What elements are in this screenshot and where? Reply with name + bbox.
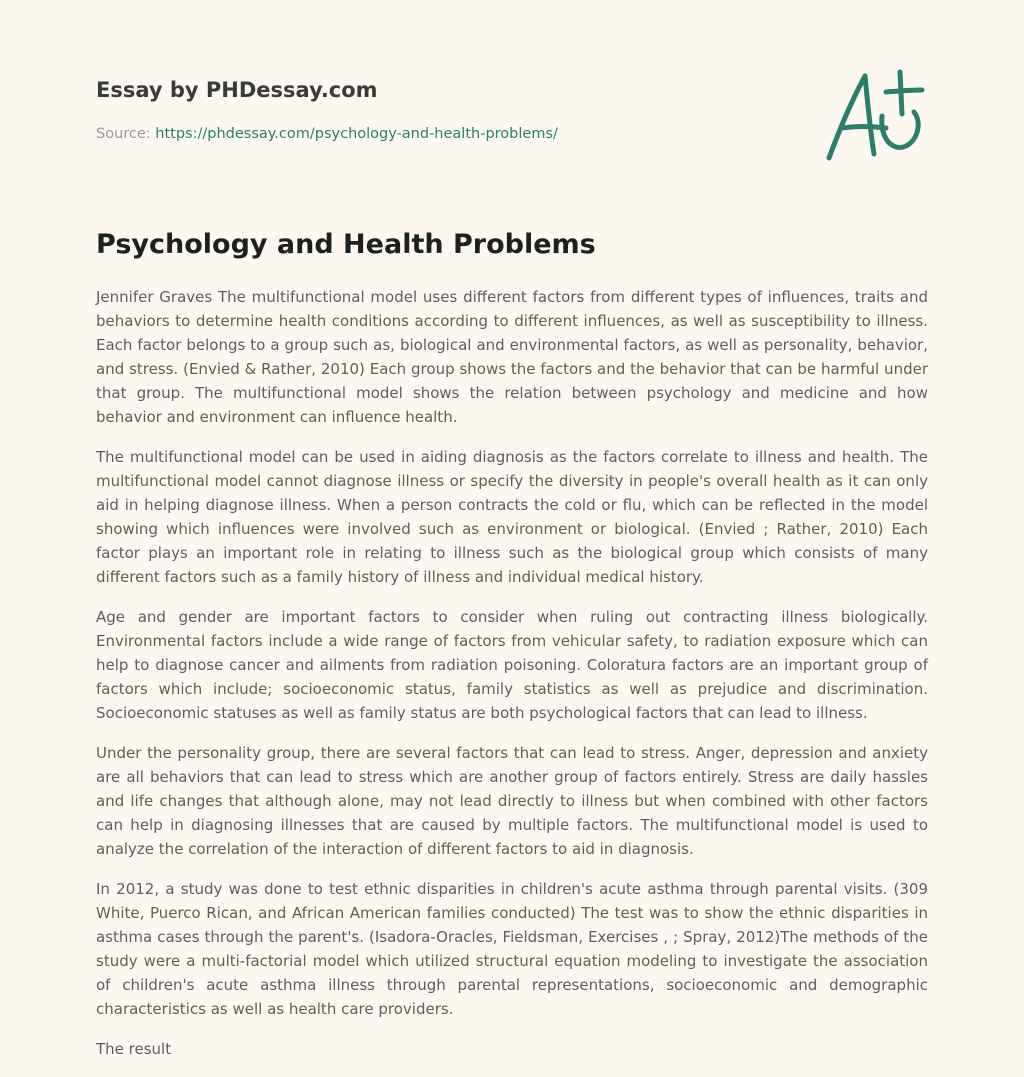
- brand-title: Essay by PHDessay.com: [96, 78, 378, 102]
- a-plus-logo-icon: [822, 66, 930, 166]
- site-header: [96, 76, 796, 144]
- source-line: [96, 124, 796, 144]
- essay-paragraph: Age and gender are important factors to consider when ruling out contracting illness biologically. Environmental factors include a wide range of factors from vehicular safety, to radiation exposure which can help to diagnose cancer and ailments from radiation poisoning. Coloratura factors are an important group of factors which include; socioeconomic status, family statistics as well as prejudice and discrimination. Socioeconomic statuses as well as family status are both psychological factors that can lead to illness.: [96, 608, 928, 722]
- source-link[interactable]: https://phdessay.com/psychology-and-health-problems/: [155, 126, 558, 142]
- essay-title: Psychology and Health Problems: [96, 229, 596, 260]
- essay-paragraph: In 2012, a study was done to test ethnic disparities in children's acute asthma through parental visits. (309 White, Puerco Rican, and African American families conducted) The test was to show the ethnic disparities in asthma cases through the parent's. (Isadora-Oracles, Fieldsman, Exercises , ; Spray, 2012)The methods of the study were a multi-factorial model which utilized structural equation modeling to investigate the association of children's acute asthma illness through parental representations, socioeconomic and demographic characteristics as well as health care providers.: [96, 880, 928, 1018]
- essay-body: [96, 285, 928, 1077]
- essay-paragraph: The result: [96, 1040, 172, 1058]
- source-label: Source:: [96, 126, 156, 142]
- essay-paragraph: Jennifer Graves The multifunctional model uses different factors from different types of influences, traits and behaviors to determine health conditions according to different influences, as well as susceptibility to illness. Each factor belongs to a group such as, biological and environmental factors, as well as personality, behavior, and stress. (Envied & Rather, 2010) Each group shows the factors and the behavior that can be harmful under that group. The multifunctional model shows the relation between psychology and medicine and how behavior and environment can influence health.: [96, 288, 928, 426]
- essay-paragraph: Under the personality group, there are several factors that can lead to stress. Anger, depression and anxiety are all behaviors that can lead to stress which are another group of factors entirely. Stress are daily hassles and life changes that although alone, may not lead directly to illness but when combined with other factors can help in diagnosing illnesses that are caused by multiple factors. The multifunctional model is used to analyze the correlation of the interaction of different factors to aid in diagnosis.: [96, 744, 928, 858]
- essay-paragraph: The multifunctional model can be used in aiding diagnosis as the factors correlate to illness and health. The multifunctional model cannot diagnose illness or specify the diversity in people's overall health as it can only aid in helping diagnose illness. When a person contracts the cold or flu, which can be reflected in the model showing which influences were involved such as environment or biological. (Envied ; Rather, 2010) Each factor plays an important role in relating to illness such as the biological group which consists of many different factors such as a family history of illness and individual medical history.: [96, 448, 928, 586]
